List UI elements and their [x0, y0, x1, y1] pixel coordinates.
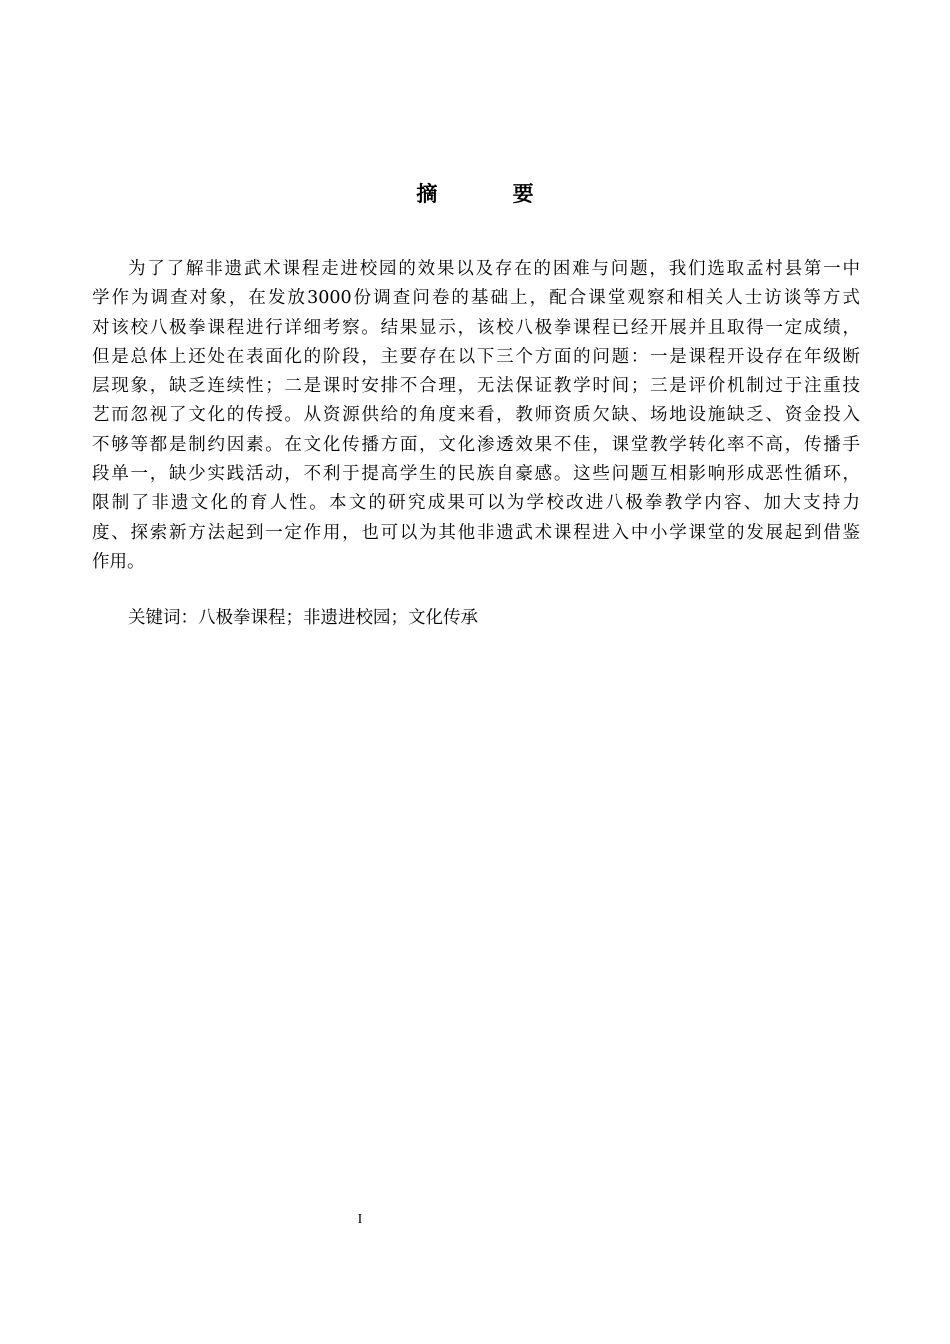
abstract-line: 艺而忽视了文化的传授。从资源供给的角度来看，教师资质欠缺、场地设施缺乏、资金投入: [92, 405, 860, 426]
abstract-line: 为了了解非遗武术课程走进校园的效果以及存在的困难与问题，我们选取孟村县第一中: [128, 259, 860, 279]
abstract-line: 作用。: [92, 551, 145, 572]
page-title: 摘 要: [416, 182, 568, 206]
abstract-body: [92, 255, 860, 577]
keywords: 关键词：八极拳课程；非遗进校园；文化传承: [128, 608, 478, 628]
abstract-line: 对该校八极拳课程进行详细考察。结果显示，该校八极拳课程已经开展并且取得一定成绩，: [92, 317, 860, 338]
page-number: I: [357, 1212, 363, 1227]
abstract-line: 层现象，缺乏连续性；二是课时安排不合理，无法保证教学时间；三是评价机制过于注重技: [92, 376, 860, 397]
abstract-line: 不够等都是制约因素。在文化传播方面，文化渗透效果不佳，课堂教学转化率不高，传播手: [92, 434, 860, 455]
abstract-line: 限制了非遗文化的育人性。本文的研究成果可以为学校改进八极拳教学内容、加大支持力: [92, 493, 860, 514]
abstract-line: 段单一，缺少实践活动，不利于提高学生的民族自豪感。这些问题互相影响形成恶性循环，: [92, 464, 860, 485]
abstract-line: 度、探索新方法起到一定作用，也可以为其他非遗武术课程进入中小学课堂的发展起到借鉴: [92, 522, 860, 543]
abstract-line: 学作为调查对象，在发放3000份调查问卷的基础上，配合课堂观察和相关人士访谈等方式: [92, 288, 860, 309]
abstract-line: 但是总体上还处在表面化的阶段，主要存在以下三个方面的问题：一是课程开设存在年级断: [92, 346, 860, 367]
